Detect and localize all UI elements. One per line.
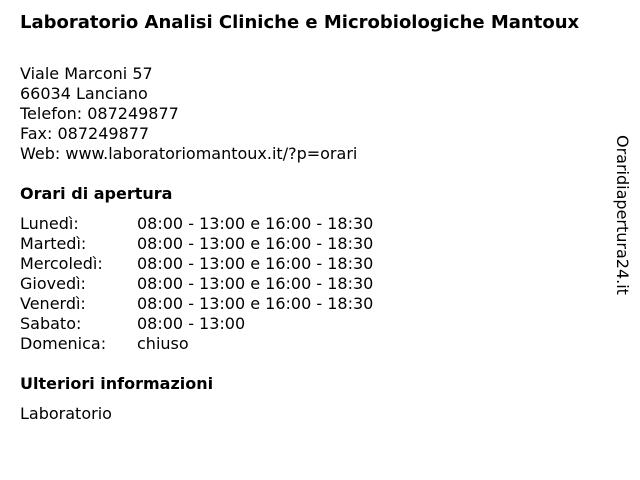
day-label: Venerdì: (20, 294, 86, 313)
website-link[interactable]: Web: www.laboratoriomantoux.it/?p=orari (20, 144, 358, 163)
fax-number: Fax: 087249877 (20, 124, 150, 143)
street-address: Viale Marconi 57 (20, 64, 153, 83)
time-range: 08:00 - 13:00 e 16:00 - 18:30 (137, 234, 374, 253)
hours-row-tuesday (20, 234, 373, 254)
hours-row-saturday (20, 314, 373, 334)
site-watermark: Oraridiapertura24.it (613, 135, 632, 295)
hours-row-sunday (20, 334, 373, 354)
time-range: 08:00 - 13:00 e 16:00 - 18:30 (137, 274, 374, 293)
further-info-heading: Ulteriori informazioni (20, 374, 214, 393)
hours-row-monday (20, 214, 373, 234)
day-label: Lunedì: (20, 214, 79, 233)
further-info-text: Laboratorio (20, 404, 112, 423)
time-range: 08:00 - 13:00 e 16:00 - 18:30 (137, 254, 374, 273)
hours-row-thursday (20, 274, 373, 294)
business-name: Laboratorio Analisi Cliniche e Microbiologiche Mantoux (20, 12, 580, 33)
opening-hours-heading: Orari di apertura (20, 184, 173, 203)
time-range: chiuso (137, 334, 189, 353)
contact-details (20, 64, 357, 164)
postal-city: 66034 Lanciano (20, 84, 148, 103)
time-range: 08:00 - 13:00 e 16:00 - 18:30 (137, 294, 374, 313)
day-label: Mercoledì: (20, 254, 103, 273)
day-label: Martedì: (20, 234, 87, 253)
phone-number: Telefon: 087249877 (20, 104, 179, 123)
day-label: Domenica: (20, 334, 107, 353)
time-range: 08:00 - 13:00 e 16:00 - 18:30 (137, 214, 374, 233)
time-range: 08:00 - 13:00 (137, 314, 246, 333)
hours-row-friday (20, 294, 373, 314)
day-label: Giovedì: (20, 274, 86, 293)
day-label: Sabato: (20, 314, 82, 333)
opening-hours-table (20, 214, 373, 354)
hours-row-wednesday (20, 254, 373, 274)
